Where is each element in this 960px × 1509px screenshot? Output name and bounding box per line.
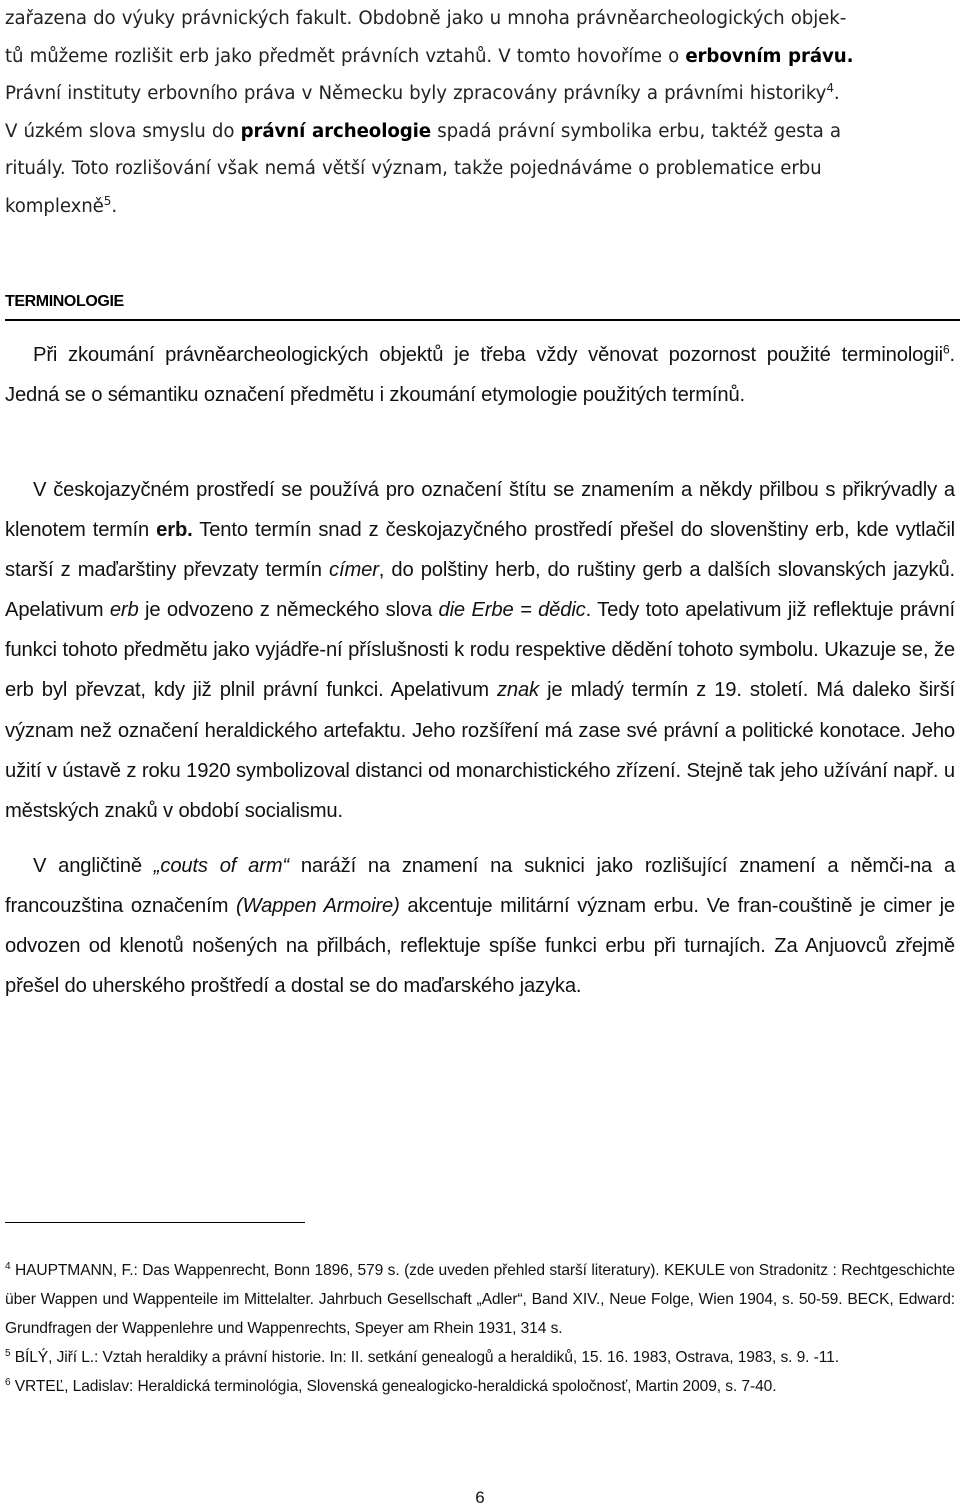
intro-line: zařazena do výuky právnických fakult. Obdobně jako u mnoha právněarcheologických objek-	[5, 8, 847, 29]
footnotes	[5, 1256, 955, 1401]
footnote-ref-6[interactable]: 6	[943, 342, 950, 357]
intro-paragraph	[5, 0, 955, 225]
paragraph-foreign-terms: V angličtině „couts of arm“ naráží na znamení na suknici jako rozlišující znamení a němči-na a francouzština označením (Wappen Armoire) akcentuje militární význam erbu. Ve fran-couštině je cimer je odvozen od klenotů nošených na přilbách, reflektuje spíše funkci erbu při turnajích. Za Anjuovců zřejmě přešel do uherského proštředí a dostal se do maďarského jazyka.	[5, 855, 956, 998]
term-pravni-archeologie: právní archeologie	[240, 120, 432, 142]
section-heading: TERMINOLOGIE	[5, 293, 124, 310]
paragraph-terminology-intro: Při zkoumání právněarcheologických objektů je třeba vždy věnovat pozornost použité terminologii$^6$. Jedná se o sémantiku označení předmětu i zkoumání etymologie použitých termínů.	[5, 342, 955, 407]
footnote-separator	[5, 1222, 305, 1223]
footnote-item: $^4$ HAUPTMANN, F.: Das Wappenrecht, Bonn 1896, 579 s. (zde uveden přehled starší literatury). KEKULE von Stradonitz : Rechtgeschichte über Wappen und Wappenteile im Mittelalter. Jahrbuch Gesellschaft „Adler“, Band XIV., Neue Folge, Wien 1904, s. 50-59. BECK, Edward: Grundfragen der Wappenlehre und Wappenrechts, Speyer am Rhein 1931, 314 s.	[5, 1260, 955, 1338]
paragraph-czech-term: V českojazyčném prostředí se používá pro označení štítu se znamením a někdy přilbou s přikrývadly a klenotem termín erb. Tento termín snad z českojazyčného prostředí přešel do slovenštiny erb, kde vytlačil starší z maďarštiny převzaty termín címer, do polštiny herb, do ruštiny gerb a dalších slovanských jazyků. Apelativum erb je odvozeno z německého slova die Erbe = dědic. Tedy toto apelativum již reflektuje právní funkci tohoto předmětu jako vyjádře-ní příslušnosti k rodu respektive dědění tohoto symbolu. Ukazuje se, že erb byl převzat, kdy již plnil právní funkci. Apelativum znak je mladý termín z 19. století. Má daleko širší význam než označení heraldického artefaktu. Jeho rozšíření má zase své právní a politické konotace. Jeho užití v ústavě z roku 1920 symbolizoval distanci od monarchistického zřízení. Stejně tak jeho užívání např. u městských znaků v období socialismu.	[5, 479, 955, 822]
term-erbovni-pravo: erbovním právu.	[685, 45, 854, 67]
intro-line: Právní instituty erbovního práva v Německu byly zpracovány právníky a právními historiky$^4$.	[5, 80, 840, 104]
intro-line: V úzkém slova smyslu do právní archeologie spadá právní symbolika erbu, taktéž gesta a	[5, 120, 841, 142]
footnote-item: $^5$ BÍLÝ, Jiří L.: Vztah heraldiky a právní historie. In: II. setkání genealogů a heraldiků, 15. 16. 1983, Ostrava, 1983, s. 9. -11.	[5, 1348, 839, 1367]
footnote-item: $^6$ VRTEĽ, Ladislav: Heraldická terminológia, Slovenská genealogicko-heraldická spoločnosť, Martin 2009, s. 7-40.	[5, 1377, 777, 1396]
page-number: 6	[475, 1488, 485, 1507]
footnote-ref-5[interactable]: 5	[103, 193, 112, 208]
footnote-ref-4[interactable]: 4	[826, 80, 834, 95]
intro-line: rituály. Toto rozlišování však nemá větší význam, takže pojednáváme o problematice erbu	[5, 158, 822, 179]
heading-rule	[5, 319, 960, 321]
intro-line: komplexně$^5$.	[5, 193, 118, 217]
intro-line: tů můžeme rozlišit erb jako předmět právních vztahů. V tomto hovoříme o erbovním právu.	[5, 45, 854, 67]
term-erb: erb.	[156, 519, 193, 542]
